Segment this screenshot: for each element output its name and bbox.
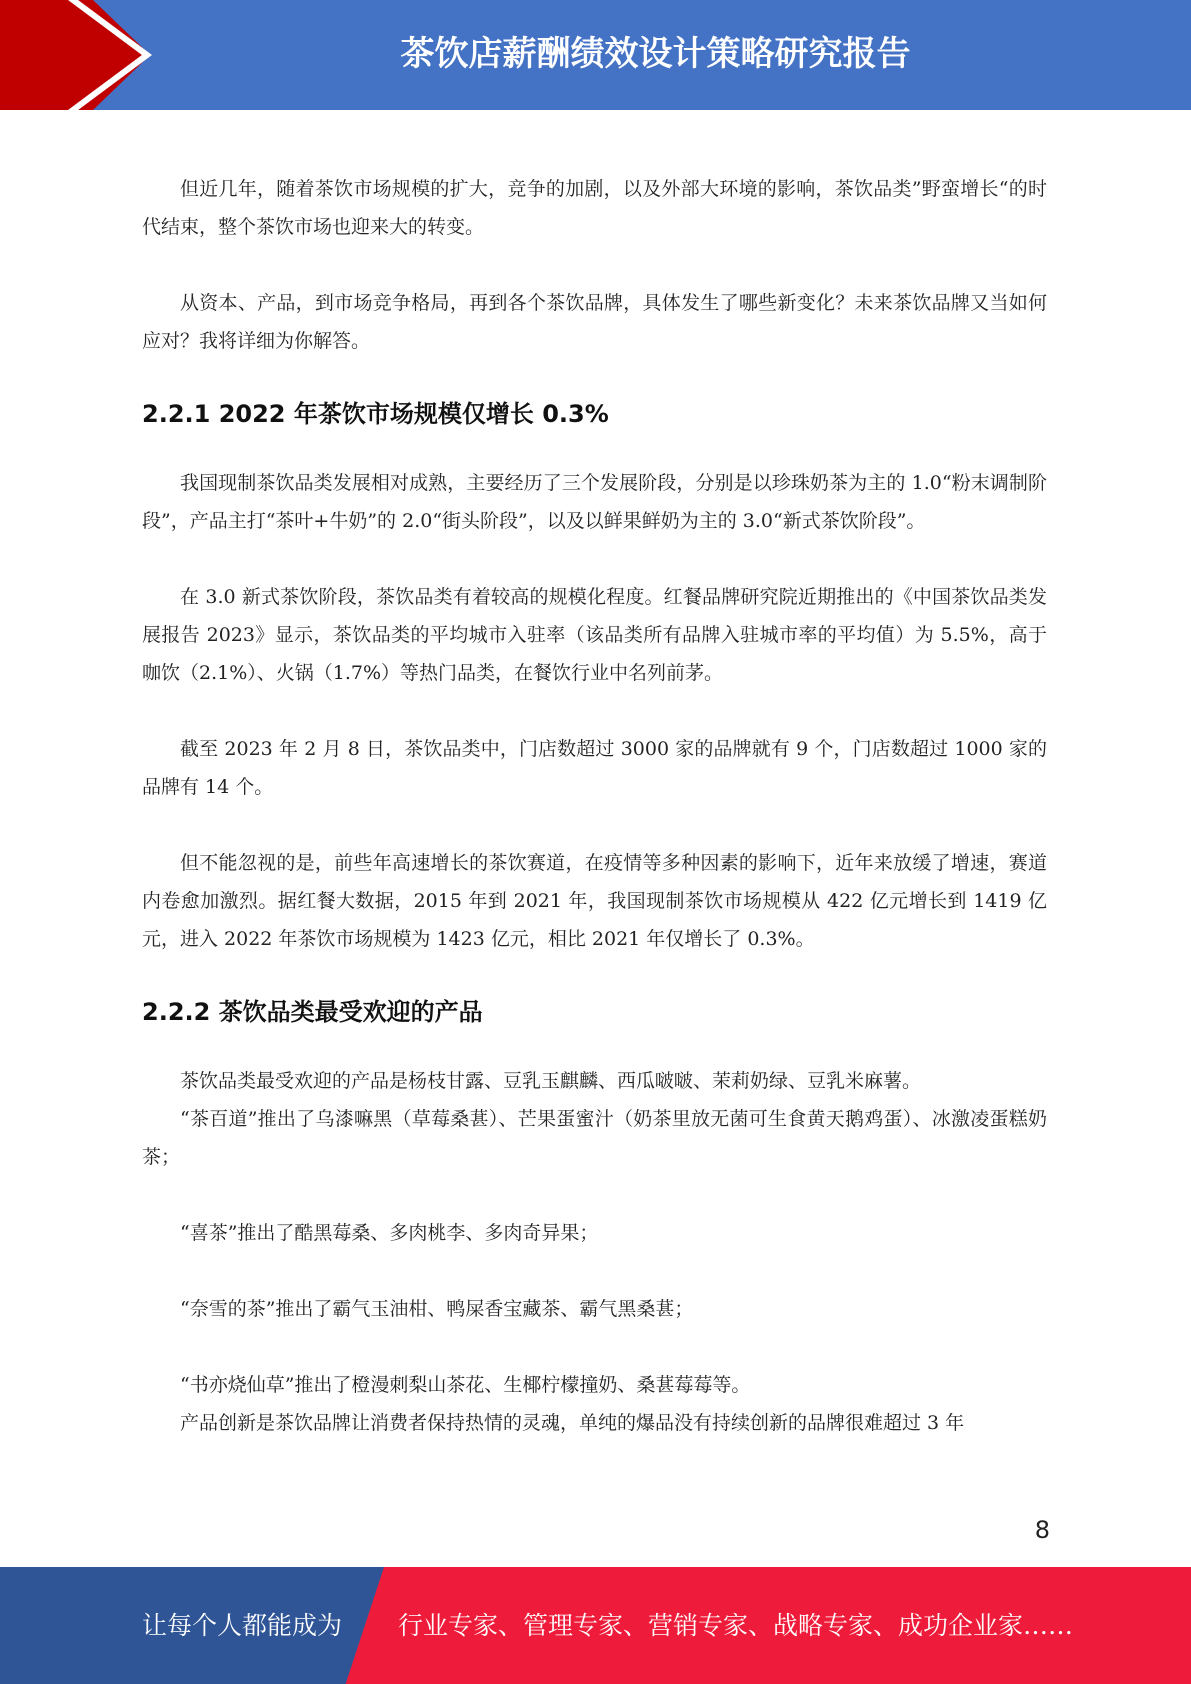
footer-slogan-left: 让每个人都能成为 xyxy=(142,1611,343,1640)
paragraph: 但近几年，随着茶饮市场规模的扩大，竞争的加剧，以及外部大环境的影响，茶饮品类”野蛮增长“的时代结束，整个茶饮市场也迎来大的转变。 xyxy=(142,178,1047,238)
section-heading-2-2-1: 2.2.1 2022 年茶饮市场规模仅增长 0.3% xyxy=(142,400,609,428)
page-number: 8 xyxy=(1034,1516,1050,1544)
footer-slogan-right: 行业专家、管理专家、营销专家、战略专家、成功企业家…… xyxy=(398,1611,1074,1640)
paragraph: 但不能忽视的是，前些年高速增长的茶饮赛道，在疫情等多种因素的影响下，近年来放缓了增速，赛道内卷愈加激烈。据红餐大数据，2015 年到 2021 年，我国现制茶饮市场规模从 422 亿元增长到 1419 亿元，进入 2022 年茶饮市场规模为 1423 亿元，相比 2021 年仅增长了 0.3%。 xyxy=(142,852,1047,950)
section-heading-2-2-2: 2.2.2 茶饮品类最受欢迎的产品 xyxy=(142,998,483,1026)
paragraph: “茶百道”推出了乌漆嘛黑（草莓桑葚）、芒果蛋蜜汁（奶茶里放无菌可生食黄天鹅鸡蛋）、冰激凌蛋糕奶茶； xyxy=(142,1108,1047,1168)
paragraph: 茶饮品类最受欢迎的产品是杨枝甘露、豆乳玉麒麟、西瓜啵啵、茉莉奶绿、豆乳米麻薯。 xyxy=(180,1070,922,1092)
page-header xyxy=(0,0,1191,110)
page-footer xyxy=(0,1567,1191,1684)
paragraph: 在 3.0 新式茶饮阶段，茶饮品类有着较高的规模化程度。红餐品牌研究院近期推出的《中国茶饮品类发展报告 2023》显示，茶饮品类的平均城市入驻率（该品类所有品牌入驻城市率的平均值）为 5.5%，高于咖饮（2.1%）、火锅（1.7%）等热门品类，在餐饮行业中名列前茅。 xyxy=(142,586,1047,684)
document-body xyxy=(142,170,1047,1442)
paragraph: 我国现制茶饮品类发展相对成熟，主要经历了三个发展阶段，分别是以珍珠奶茶为主的 1.0“粉末调制阶段”，产品主打“茶叶+牛奶”的 2.0“街头阶段”，以及以鲜果鲜奶为主的 3.0“新式茶饮阶段”。 xyxy=(142,472,1047,532)
paragraph: 产品创新是茶饮品牌让消费者保持热情的灵魂，单纯的爆品没有持续创新的品牌很难超过 3 年 xyxy=(180,1412,965,1434)
paragraph: 截至 2023 年 2 月 8 日，茶饮品类中，门店数超过 3000 家的品牌就有 9 个，门店数超过 1000 家的品牌有 14 个。 xyxy=(142,738,1047,798)
report-title: 茶饮店薪酬绩效设计策略研究报告 xyxy=(400,34,911,74)
paragraph: 从资本、产品，到市场竞争格局，再到各个茶饮品牌，具体发生了哪些新变化？未来茶饮品牌又当如何应对？我将详细为你解答。 xyxy=(142,292,1047,352)
paragraph: “书亦烧仙草”推出了橙漫刺梨山茶花、生椰柠檬撞奶、桑葚莓莓等。 xyxy=(180,1374,751,1396)
paragraph: “喜茶”推出了酷黑莓桑、多肉桃李、多肉奇异果； xyxy=(180,1222,599,1244)
paragraph: “奈雪的茶”推出了霸气玉油柑、鸭屎香宝藏茶、霸气黑桑葚； xyxy=(180,1298,694,1320)
